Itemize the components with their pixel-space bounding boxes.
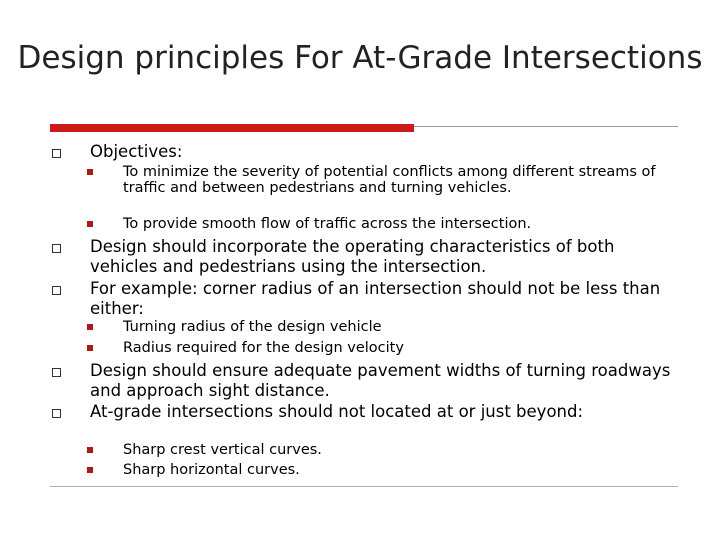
filled-square-bullet-icon	[87, 221, 93, 227]
sub-bullet-design-velocity	[123, 340, 683, 356]
bullet-text: At-grade intersections should not located at or just beyond:	[90, 402, 584, 421]
sub-bullet-horizontal-curves	[123, 462, 683, 478]
sub-bullet-crest-curves	[123, 442, 683, 458]
bullet-text: For example: corner radius of an intersection should not be less than either:	[90, 279, 661, 318]
sub-bullet-text: Turning radius of the design vehicle	[123, 319, 382, 335]
sub-bullet-turning-radius	[123, 319, 683, 335]
filled-square-bullet-icon	[87, 447, 93, 453]
sub-bullet-text: Sharp crest vertical curves.	[123, 442, 322, 458]
bullet-pavement-widths	[90, 361, 680, 401]
bullet-text: Design should incorporate the operating characteristics of both vehicles and pedestrians using the intersection.	[90, 237, 615, 276]
bullet-location-restriction	[90, 402, 680, 422]
filled-square-bullet-icon	[87, 169, 93, 175]
hollow-square-bullet-icon	[52, 149, 61, 158]
sub-bullet-conflicts	[123, 164, 683, 196]
bottom-divider-line	[50, 486, 678, 487]
sub-bullet-text: To provide smooth flow of traffic across the intersection.	[123, 216, 532, 232]
filled-square-bullet-icon	[87, 345, 93, 351]
bullet-operating-characteristics	[90, 237, 680, 277]
filled-square-bullet-icon	[87, 324, 93, 330]
bullet-corner-radius	[90, 279, 680, 319]
sub-bullet-text: To minimize the severity of potential conflicts among different streams of traffic and between pedestrians and turning vehicles.	[123, 164, 656, 196]
slide-title: Design principles For At-Grade Intersections	[17, 40, 703, 76]
hollow-square-bullet-icon	[52, 286, 61, 295]
sub-bullet-smooth-flow	[123, 216, 683, 232]
hollow-square-bullet-icon	[52, 244, 61, 253]
hollow-square-bullet-icon	[52, 409, 61, 418]
sub-bullet-text: Radius required for the design velocity	[123, 340, 404, 356]
title-accent-bar	[50, 124, 414, 132]
hollow-square-bullet-icon	[52, 368, 61, 377]
bullet-text: Design should ensure adequate pavement widths of turning roadways and approach sight distance.	[90, 361, 671, 400]
sub-bullet-text: Sharp horizontal curves.	[123, 462, 300, 478]
bullet-text: Objectives:	[90, 142, 183, 161]
bullet-objectives	[90, 142, 680, 162]
filled-square-bullet-icon	[87, 467, 93, 473]
